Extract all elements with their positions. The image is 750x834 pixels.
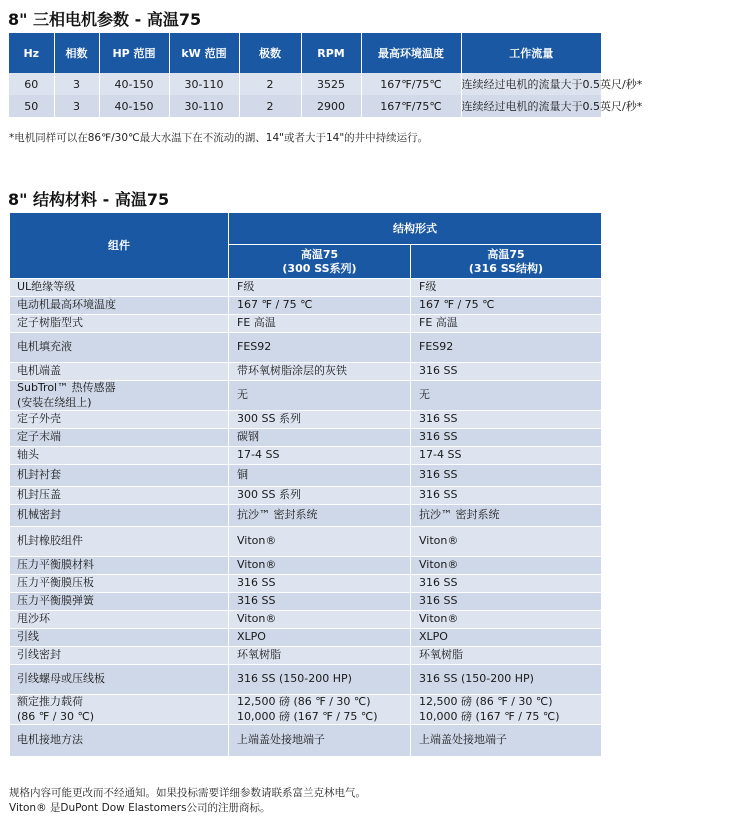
header-rpm: RPM	[301, 33, 361, 73]
cell-300ss: 无	[229, 381, 411, 411]
cell-316ss: XLPO	[411, 629, 602, 647]
cell-component: 机封橡胶组件	[10, 527, 229, 557]
table-row	[10, 611, 602, 629]
table-row	[10, 557, 602, 575]
cell-300ss: XLPO	[229, 629, 411, 647]
cell-component: 电机接地方法	[10, 725, 229, 757]
cell-300ss: 316 SS	[229, 593, 411, 611]
table-row	[10, 279, 602, 297]
table-row	[9, 95, 601, 117]
cell-component: 压力平衡膜压板	[10, 575, 229, 593]
header-max-ambient: 最高环境温度	[361, 33, 461, 73]
cell-component: 压力平衡膜弹簧	[10, 593, 229, 611]
table-row	[10, 381, 602, 411]
cell-temp: 167℉/75℃	[361, 95, 461, 117]
table-row	[9, 73, 601, 95]
cell-300ss: 316 SS (150-200 HP)	[229, 665, 411, 695]
cell-300ss: 12,500 磅 (86 ℉ / 30 ℃) 10,000 磅 (167 ℉ / 75 ℃)	[229, 695, 411, 725]
cell-300ss: 17-4 SS	[229, 447, 411, 465]
cell-300ss: Viton®	[229, 527, 411, 557]
cell-poles: 2	[239, 95, 301, 117]
cell-hz: 60	[9, 73, 54, 95]
cell-component: 引线	[10, 629, 229, 647]
section1-title: 8" 三相电机参数 - 高温75	[8, 10, 202, 29]
cell-300ss: 316 SS	[229, 575, 411, 593]
cell-300ss: 300 SS 系列	[229, 487, 411, 505]
cell-poles: 2	[239, 73, 301, 95]
cell-316ss: FES92	[411, 333, 602, 363]
header-300ss: 高温75 (300 SS系列)	[229, 245, 411, 279]
cell-300ss: FE 高温	[229, 315, 411, 333]
footer-disclaimer: 规格内容可能更改而不经通知。如果投标需要详细参数请联系富兰克林电气。	[9, 787, 366, 799]
table-row	[10, 315, 602, 333]
cell-component: 电机填充液	[10, 333, 229, 363]
cell-300ss: 带环氧树脂涂层的灰铁	[229, 363, 411, 381]
cell-316ss: Viton®	[411, 611, 602, 629]
motor-params-table	[9, 33, 643, 117]
cell-316ss: 316 SS	[411, 465, 602, 487]
cell-316ss: 316 SS	[411, 429, 602, 447]
materials-table	[9, 212, 602, 757]
cell-316ss: 316 SS	[411, 487, 602, 505]
header-hp-range: HP 范围	[99, 33, 169, 73]
cell-316ss: 环氧树脂	[411, 647, 602, 665]
header-poles: 极数	[239, 33, 301, 73]
table-row	[10, 447, 602, 465]
table-row	[10, 505, 602, 527]
table-row	[10, 411, 602, 429]
header-316ss: 高温75 (316 SS结构)	[411, 245, 602, 279]
table-row	[10, 647, 602, 665]
cell-flow: 连续经过电机的流量大于0.5英尺/秒*	[461, 73, 601, 95]
cell-phase: 3	[54, 73, 99, 95]
cell-hp: 40-150	[99, 95, 169, 117]
cell-component: 机封压盖	[10, 487, 229, 505]
table-row	[10, 629, 602, 647]
table-row	[10, 333, 602, 363]
cell-component: 机械密封	[10, 505, 229, 527]
cell-300ss: Viton®	[229, 611, 411, 629]
cell-temp: 167℉/75℃	[361, 73, 461, 95]
table-row	[10, 665, 602, 695]
table-header-row	[9, 33, 601, 73]
cell-300ss: 上端盖处接地端子	[229, 725, 411, 757]
cell-component: UL绝缘等级	[10, 279, 229, 297]
table-row	[10, 575, 602, 593]
header-component: 组件	[10, 213, 229, 279]
cell-316ss: 上端盖处接地端子	[411, 725, 602, 757]
cell-hz: 50	[9, 95, 54, 117]
cell-component: 定子树脂型式	[10, 315, 229, 333]
cell-316ss: Viton®	[411, 557, 602, 575]
header-phase: 相数	[54, 33, 99, 73]
table-row	[10, 465, 602, 487]
cell-component: 机封衬套	[10, 465, 229, 487]
table-row	[10, 487, 602, 505]
table-row	[10, 363, 602, 381]
cell-component: 电机端盖	[10, 363, 229, 381]
header-kw-range: kW 范围	[169, 33, 239, 73]
cell-component: 电动机最高环境温度	[10, 297, 229, 315]
cell-kw: 30-110	[169, 95, 239, 117]
table-row	[10, 429, 602, 447]
cell-300ss: FES92	[229, 333, 411, 363]
table-row	[10, 725, 602, 757]
cell-316ss: 316 SS (150-200 HP)	[411, 665, 602, 695]
cell-component: SubTrol™ 热传感器 (安装在绕组上)	[10, 381, 229, 411]
cell-316ss: 17-4 SS	[411, 447, 602, 465]
section2-title: 8" 结构材料 - 高温75	[8, 190, 170, 209]
table-row	[10, 695, 602, 725]
cell-316ss: 167 ℉ / 75 ℃	[411, 297, 602, 315]
table-header-row	[10, 213, 602, 245]
cell-316ss: FE 高温	[411, 315, 602, 333]
header-construction: 结构形式	[229, 213, 602, 245]
cell-rpm: 2900	[301, 95, 361, 117]
header-flow: 工作流量	[461, 33, 601, 73]
cell-316ss: F级	[411, 279, 602, 297]
cell-316ss: 316 SS	[411, 411, 602, 429]
cell-300ss: 抗沙™ 密封系统	[229, 505, 411, 527]
cell-component: 定子外壳	[10, 411, 229, 429]
table-row	[10, 593, 602, 611]
cell-flow: 连续经过电机的流量大于0.5英尺/秒*	[461, 95, 601, 117]
cell-component: 定子末端	[10, 429, 229, 447]
cell-300ss: Viton®	[229, 557, 411, 575]
cell-component: 引线密封	[10, 647, 229, 665]
cell-kw: 30-110	[169, 73, 239, 95]
cell-316ss: 12,500 磅 (86 ℉ / 30 ℃) 10,000 磅 (167 ℉ / 75 ℃)	[411, 695, 602, 725]
cell-300ss: 碳钢	[229, 429, 411, 447]
section1-footnote: *电机同样可以在86℉/30℃最大水温下在不流动的湖、14"或者大于14"的井中持续运行。	[9, 132, 429, 144]
cell-rpm: 3525	[301, 73, 361, 95]
cell-316ss: Viton®	[411, 527, 602, 557]
cell-hp: 40-150	[99, 73, 169, 95]
cell-300ss: 167 ℉ / 75 ℃	[229, 297, 411, 315]
cell-300ss: F级	[229, 279, 411, 297]
cell-316ss: 316 SS	[411, 575, 602, 593]
header-hz: Hz	[9, 33, 54, 73]
cell-300ss: 环氧树脂	[229, 647, 411, 665]
cell-316ss: 316 SS	[411, 593, 602, 611]
cell-300ss: 铜	[229, 465, 411, 487]
cell-component: 甩沙环	[10, 611, 229, 629]
table-row	[10, 297, 602, 315]
cell-300ss: 300 SS 系列	[229, 411, 411, 429]
cell-component: 压力平衡膜材料	[10, 557, 229, 575]
cell-316ss: 316 SS	[411, 363, 602, 381]
table-row	[10, 527, 602, 557]
cell-316ss: 抗沙™ 密封系统	[411, 505, 602, 527]
cell-component: 引线螺母或压线板	[10, 665, 229, 695]
cell-316ss: 无	[411, 381, 602, 411]
footer-trademark: Viton® 是DuPont Dow Elastomers公司的注册商标。	[9, 802, 271, 814]
cell-phase: 3	[54, 95, 99, 117]
cell-component: 轴头	[10, 447, 229, 465]
cell-component: 额定推力载荷 (86 ℉ / 30 ℃)	[10, 695, 229, 725]
